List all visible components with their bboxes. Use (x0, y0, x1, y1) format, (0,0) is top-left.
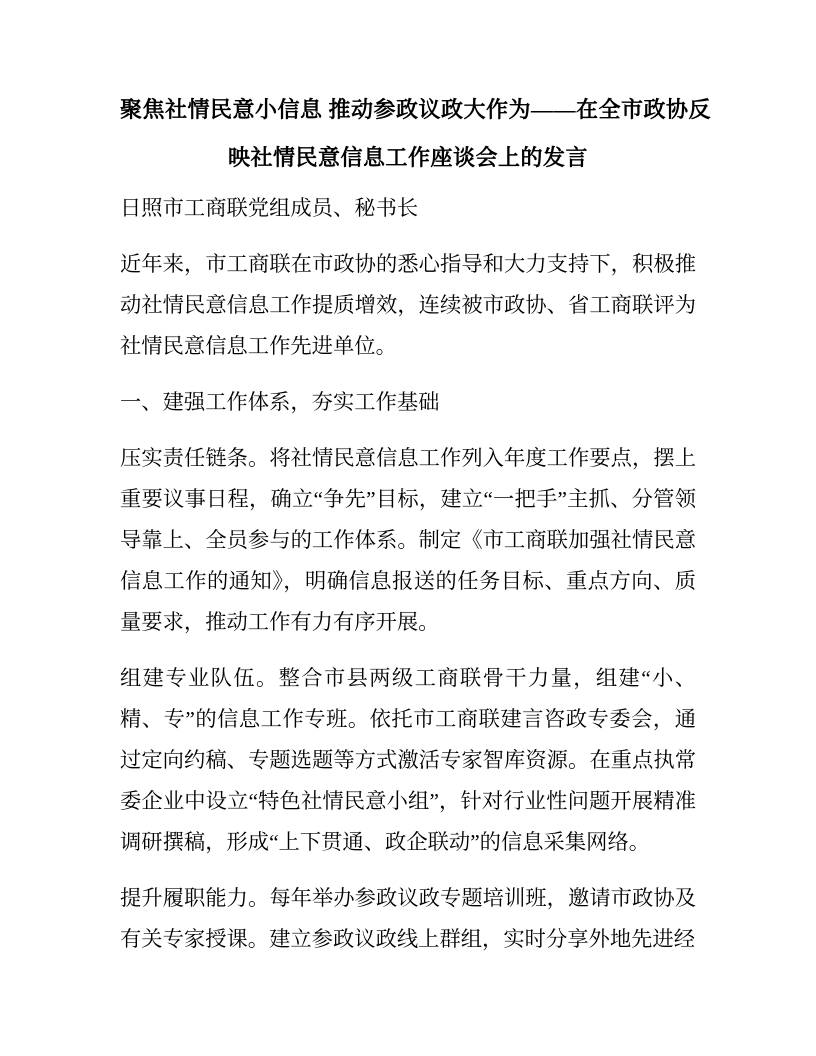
section-1-paragraph-2: 组建专业队伍。整合市县两级工商联骨干力量，组建“小、精、专”的信息工作专班。依托市工商联建言咨政专委会，通过定向约稿、专题选题等方式激活专家智库资源。在重点执常委企业中设立“特色社情民意小组”，针对行业性问题开展精准调研撰稿，形成“上下贯通、政企联动”的信息采集网络。 (120, 666, 696, 854)
title-line-1: 聚焦社情民意小信息 推动参政议政大作为——在全市政协反 (120, 97, 712, 122)
section-1-heading: 一、建强工作体系，夯实工作基础 (120, 390, 440, 414)
title-line-2: 映社情民意信息工作座谈会上的发言 (227, 145, 588, 170)
section-1-paragraph-3: 提升履职能力。每年举办参政议政专题培训班，邀请市政协及有关专家授课。建立参政议政线上群组，实时分享外地先进经 (120, 886, 696, 951)
section-1-paragraph-1: 压实责任链条。将社情民意信息工作列入年度工作要点，摆上重要议事日程，确立“争先”目标，建立“一把手”主抓、分管领导靠上、全员参与的工作体系。制定《市工商联加强社情民意信息工作的通知》，明确信息报送的任务目标、重点方向、质量要求，推动工作有力有序开展。 (120, 446, 696, 634)
byline: 日照市工商联党组成员、秘书长 (120, 196, 419, 220)
document-title (120, 86, 712, 182)
paragraph-intro: 近年来，市工商联在市政协的悉心指导和大力支持下，积极推动社情民意信息工作提质增效，连续被市政协、省工商联评为社情民意信息工作先进单位。 (120, 252, 696, 358)
